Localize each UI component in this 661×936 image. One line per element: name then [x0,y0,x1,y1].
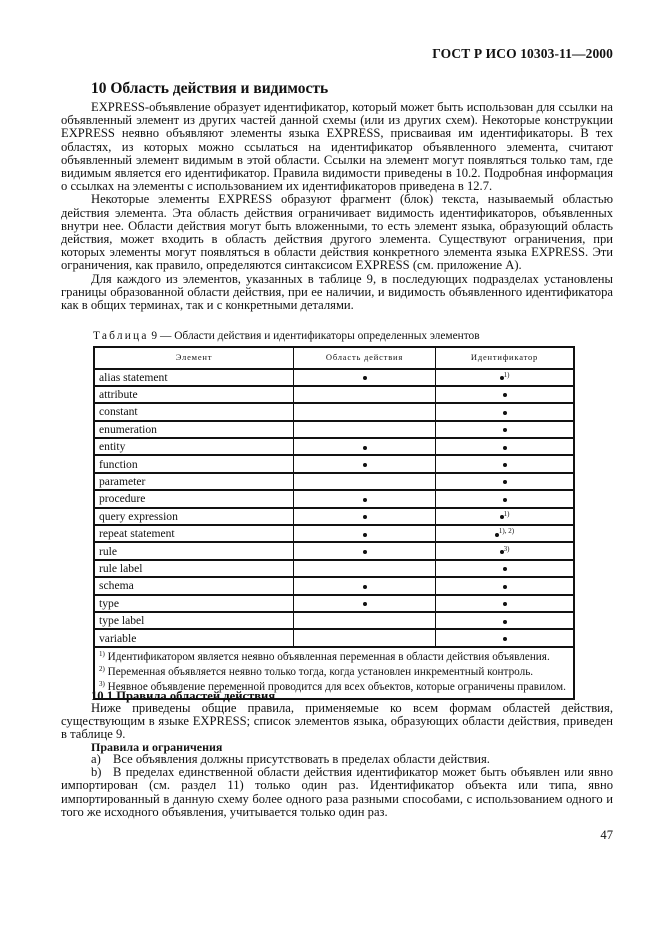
section-title: 10 Область действия и видимость [91,80,329,97]
scope-cell [294,403,436,420]
column-header-element: Элемент [94,347,294,369]
table-row [94,386,574,403]
section-body [61,101,613,312]
bullet-mark-icon [363,533,367,537]
element-cell: enumeration [94,421,294,438]
table-row [94,438,574,455]
table-row [94,612,574,629]
scope-cell [294,490,436,507]
rules-list [61,753,613,819]
bullet-mark-icon [503,393,507,397]
element-cell: rule label [94,560,294,577]
identifier-cell [436,508,575,525]
identifier-cell [436,438,575,455]
rules-heading: Правила и ограничения [91,740,223,754]
bullet-mark-icon [363,376,367,380]
page-number: 47 [600,828,613,842]
element-cell: parameter [94,473,294,490]
element-cell: entity [94,438,294,455]
scope-cell [294,386,436,403]
column-header-scope: Область действия [294,347,436,369]
element-cell: function [94,455,294,472]
table-row [94,508,574,525]
bullet-mark-icon [363,602,367,606]
scope-cell [294,612,436,629]
table-row [94,629,574,646]
bullet-mark-icon [363,463,367,467]
scope-cell [294,577,436,594]
element-cell: repeat statement [94,525,294,542]
identifier-cell [436,455,575,472]
bullet-mark-icon [503,480,507,484]
identifier-cell [436,577,575,594]
table-caption-label: Таблица [93,330,149,342]
bullet-mark-icon [363,498,367,502]
scope-identifier-table [93,346,575,700]
table-row [94,560,574,577]
paragraph: EXPRESS-объявление образует идентификатор, который может быть использован для ссылки на объявленный элемент из других частей данной схемы (или из других схем). Некоторые конструкции EXPRESS неявно объявляют элементы языка EXPRESS, присваивая им идентификаторы. В тех областях, из которых можно ссылаться на идентификатор объявленного элемента, считают объявленный элемент видимым в этой области. Ссылки на элемент могут появляться только там, где видимым является его идентификатор. Правила видимости приведены в 10.2. Подробная информация о ссылках на элементы с использованием их идентификаторов приведена в 12.7. [61,100,613,194]
element-cell: constant [94,403,294,420]
table-row [94,369,574,386]
bullet-mark-icon [503,498,507,502]
table-row [94,577,574,594]
bullet-mark-icon [363,550,367,554]
scope-cell [294,455,436,472]
table-caption-text: 9 — Области действия и идентификаторы определенных элементов [148,330,480,342]
identifier-cell [436,612,575,629]
element-cell: variable [94,629,294,646]
identifier-cell [436,473,575,490]
identifier-cell [436,386,575,403]
table-row [94,455,574,472]
footnote-ref: 1) [503,370,510,379]
table-row [94,403,574,420]
subsection-title: 10.1 Правила областей действия [91,689,276,703]
bullet-mark-icon [503,463,507,467]
rule-item: a) Все объявления должны присутствовать в пределах области действия. [91,752,490,766]
footnote-ref: 1) [503,509,510,518]
scope-cell [294,542,436,559]
scope-cell [294,421,436,438]
subsection-intro: Ниже приведены общие правила, применяемые ко всем формам областей действия, существующим в языке EXPRESS; список элементов языка, образующих области действия, приведен в таблице 9. [61,701,613,742]
bullet-mark-icon [503,620,507,624]
rule-item: b) В пределах единственной области действия идентификатор может быть объявлен или явно импортирован (см. раздел 11) только один раз. Идентификатор объекта или типа, явно импортированный в данную схему более одного раза разными способами, с использованием одного и того же исходного объявления, учитывается только один раз. [61,765,613,819]
running-header: ГОСТ Р ИСО 10303-11—2000 [432,46,613,61]
identifier-cell [436,629,575,646]
bullet-mark-icon [363,515,367,519]
identifier-cell [436,560,575,577]
scope-cell [294,525,436,542]
identifier-cell [436,421,575,438]
table-row [94,542,574,559]
scope-cell [294,508,436,525]
identifier-cell [436,542,575,559]
element-cell: type [94,595,294,612]
element-cell: type label [94,612,294,629]
identifier-cell [436,490,575,507]
scope-cell [294,629,436,646]
table-note: $^{3)}$ Неявное объявление переменной проводится для всех объектов, которые ограничены правилом. [99,679,566,693]
table-row [94,421,574,438]
bullet-mark-icon [363,585,367,589]
element-cell: alias statement [94,369,294,386]
scope-cell [294,438,436,455]
column-header-identifier: Идентификатор [436,347,575,369]
bullet-mark-icon [503,411,507,415]
table-caption [93,330,480,342]
table-note: $^{2)}$ Переменная объявляется неявно только тогда, когда установлен инкрементный контроль. [99,664,534,678]
identifier-cell [436,595,575,612]
table-row [94,490,574,507]
footnote-ref: 3) [503,544,510,553]
scope-cell [294,369,436,386]
bullet-mark-icon [503,585,507,589]
element-cell: query expression [94,508,294,525]
table-note: $^{1)}$ Идентификатором является неявно объявленная переменная в области действия объявления. [99,649,550,663]
bullet-mark-icon [503,637,507,641]
table-row [94,473,574,490]
element-cell: schema [94,577,294,594]
footnote-ref: 1), 2) [498,527,515,536]
table-header-row [94,347,574,369]
element-cell: procedure [94,490,294,507]
table-body [94,369,574,647]
element-cell: rule [94,542,294,559]
table-row [94,595,574,612]
bullet-mark-icon [503,567,507,571]
bullet-mark-icon [503,428,507,432]
table-row [94,525,574,542]
scope-cell [294,595,436,612]
identifier-cell [436,525,575,542]
paragraph: Для каждого из элементов, указанных в таблице 9, в последующих подразделах установлены границы образованной области действия, при ее наличии, и видимость объявленного идентификатора как в общих терминах, так и с конкретными деталями. [61,271,613,313]
scope-cell [294,560,436,577]
element-cell: attribute [94,386,294,403]
scope-cell [294,473,436,490]
bullet-mark-icon [503,602,507,606]
identifier-cell [436,403,575,420]
paragraph: Некоторые элементы EXPRESS образуют фрагмент (блок) текста, называемый областью действия элемента. Эта область действия ограничивает видимость идентификаторов, объявленных внутри нее. Области действия могут быть вложенными, то есть элемент языка, образующий область действия, может входить в область действия другого элемента. Существуют ограничения, при которых элементы могут появляться в области действия конкретного элемента языка EXPRESS. Эти ограничения, как правило, определяются синтаксисом EXPRESS (см. приложение А). [61,192,613,273]
identifier-cell [436,369,575,386]
bullet-mark-icon [503,446,507,450]
bullet-mark-icon [363,446,367,450]
